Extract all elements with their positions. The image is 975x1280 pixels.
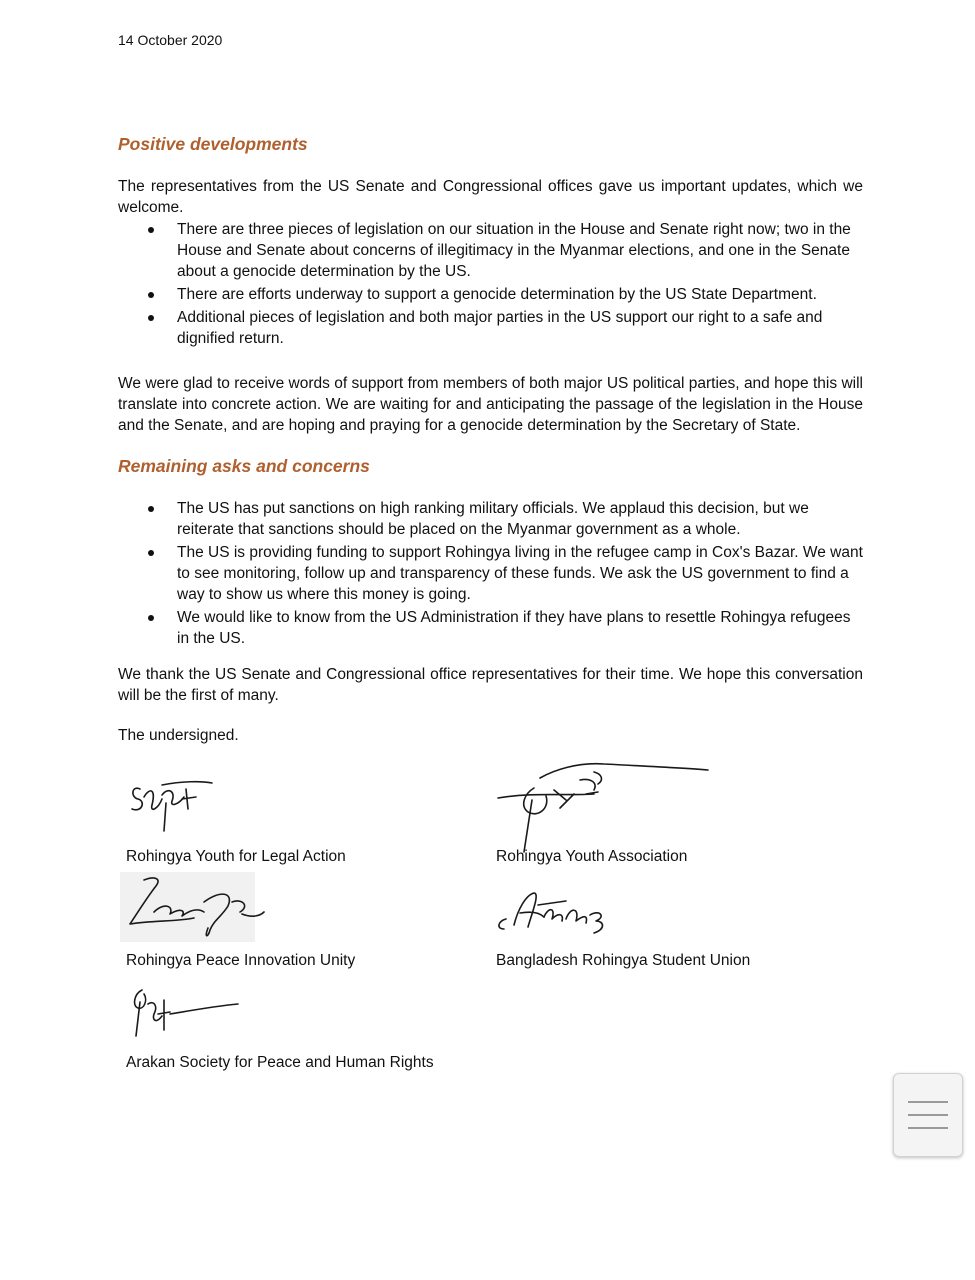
signature-image — [124, 872, 274, 942]
list-item: There are efforts underway to support a genocide determination by the US State Department. — [118, 284, 863, 305]
list-item: Additional pieces of legislation and both major parties in the US support our right to a safe and dignified return. — [118, 307, 863, 349]
remaining-asks-heading: Remaining asks and concerns — [118, 456, 370, 476]
remaining-bullet-list — [118, 498, 863, 651]
signature-image — [122, 775, 232, 835]
signatory-name: Rohingya Youth for Legal Action — [126, 848, 346, 865]
signature-image — [492, 885, 632, 940]
letter-date: 14 October 2020 — [118, 32, 223, 48]
positive-developments-heading: Positive developments — [118, 134, 308, 154]
list-item: The US is providing funding to support Rohingya living in the refugee camp in Cox's Bazar. We want to see monitoring, follow up and transparency of these funds. We ask the US government to find a way to show us where this money is going. — [118, 542, 863, 605]
list-item: The US has put sanctions on high ranking military officials. We applaud this decision, but we reiterate that sanctions should be placed on the Myanmar government as a whole. — [118, 498, 863, 540]
undersigned-line: The undersigned. — [118, 727, 239, 744]
signatory-name: Bangladesh Rohingya Student Union — [496, 952, 751, 969]
positive-intro-paragraph: The representatives from the US Senate and Congressional offices gave us important updates, which we welcome. — [118, 178, 863, 216]
signature-image — [124, 980, 249, 1045]
positive-closing-paragraph: We were glad to receive words of support from members of both major US political parties, and hope this will translate into concrete action. We are waiting for and anticipating the passage of the legislation in the House and the Senate, and are hoping and praying for a genocide determination by the Secretary of State. — [118, 375, 863, 434]
signatory-name: Rohingya Peace Innovation Unity — [126, 952, 356, 969]
list-item: We would like to know from the US Administration if they have plans to resettle Rohingya refugees in the US. — [118, 607, 863, 649]
signature-image — [494, 750, 714, 860]
list-item: There are three pieces of legislation on our situation in the House and Senate right now; two in the House and Senate about concerns of illegitimacy in the Myanmar elections, and one in the Senate about a genocide determination by the US. — [118, 219, 863, 282]
signatory-name: Rohingya Youth Association — [496, 848, 688, 865]
positive-bullet-list — [118, 219, 863, 351]
signatory-name: Arakan Society for Peace and Human Rights — [126, 1054, 434, 1071]
thanks-paragraph: We thank the US Senate and Congressional office representatives for their time. We hope this conversation will be the first of many. — [118, 666, 863, 704]
document-menu-button[interactable] — [893, 1073, 963, 1157]
